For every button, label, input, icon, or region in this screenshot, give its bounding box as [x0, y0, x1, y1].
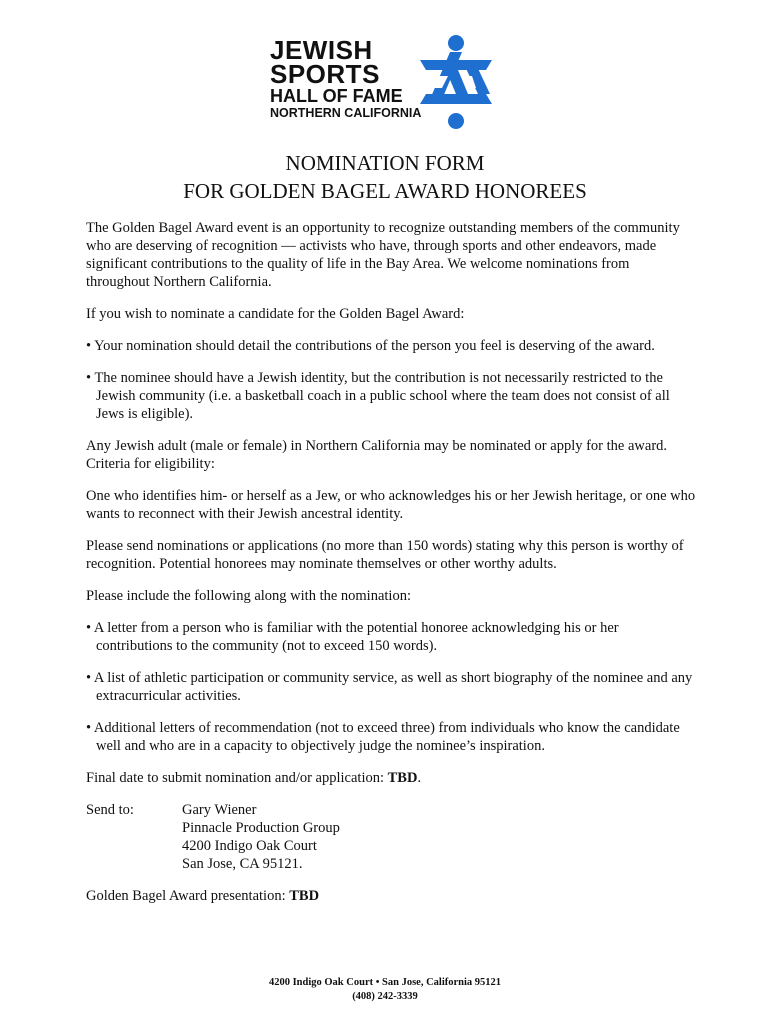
bullet-letter: • A letter from a person who is familiar with the potential honoree acknowledging his or her contributions to the community (not to exceed 150 words).	[86, 620, 619, 654]
include-line: Please include the following along with the nomination:	[86, 588, 411, 604]
bullet-athletic-list: • A list of athletic participation or community service, as well as short biography of the nominee and any extracurricular activities.	[86, 670, 693, 704]
form-title-line-2: FOR GOLDEN BAGEL AWARD HONOREES	[183, 179, 587, 203]
intro-paragraph: The Golden Bagel Award event is an opportunity to recognize outstanding members of the community who are deserving of recognition — activists who have, through sports and other endeavors, made significant contributions to the quality of life in the Bay Area. We welcome nominations from throughout Northern California.	[86, 220, 680, 290]
jewish-sports-hall-of-fame-logo	[270, 35, 510, 130]
presentation-line	[86, 887, 696, 905]
address-street: 4200 Indigo Oak Court	[182, 838, 317, 854]
footer-phone: (408) 242-3339	[352, 991, 418, 1002]
wish-line: If you wish to nominate a candidate for the Golden Bagel Award:	[86, 306, 465, 322]
logo-line-2: SPORTS	[270, 59, 380, 89]
logo-wordmark	[270, 35, 422, 121]
identity-paragraph: One who identifies him- or herself as a Jew, or who acknowledges his or her Jewish heritage, or one who wants to reconnect with their Jewish ancestral identity.	[86, 488, 696, 522]
logo-line-1: JEWISH	[270, 35, 373, 65]
final-date-suffix: .	[417, 770, 422, 786]
presentation-label: Golden Bagel Award presentation:	[86, 888, 290, 904]
star-of-david-runner-icon	[410, 34, 502, 130]
footer	[0, 976, 770, 1004]
bullet-recommendations: • Additional letters of recommendation (not to exceed three) from individuals who know the candidate well and who are in a capacity to objectively judge the nominee’s inspiration.	[86, 720, 680, 754]
send-to-block	[86, 801, 696, 873]
form-body	[86, 219, 696, 905]
address-city: San Jose, CA 95121.	[182, 856, 303, 872]
final-date-label: Final date to submit nomination and/or application:	[86, 770, 388, 786]
bullet-detail-contributions: • Your nomination should detail the contributions of the person you feel is deserving of the award.	[86, 338, 655, 354]
form-title-line-1: NOMINATION FORM	[285, 151, 485, 175]
logo-line-3: HALL OF FAME	[270, 86, 403, 106]
final-date-line	[86, 769, 696, 787]
send-to-address	[182, 801, 340, 873]
footer-address: 4200 Indigo Oak Court • San Jose, California 95121	[268, 977, 502, 988]
address-name: Gary Wiener	[182, 802, 257, 818]
logo-line-4: NORTHERN CALIFORNIA	[270, 106, 422, 120]
eligibility-paragraph: Any Jewish adult (male or female) in Northern California may be nominated or apply for the award. Criteria for eligibility:	[86, 438, 668, 472]
address-company: Pinnacle Production Group	[182, 820, 340, 836]
send-nominations-paragraph: Please send nominations or applications (no more than 150 words) stating why this person is worthy of recognition. Potential honorees may nominate themselves or other worthy adults.	[86, 538, 684, 572]
send-to-label: Send to:	[86, 802, 134, 818]
presentation-value: TBD	[289, 888, 320, 904]
final-date-value: TBD	[387, 770, 418, 786]
bullet-jewish-identity: • The nominee should have a Jewish identity, but the contribution is not necessarily restricted to the Jewish community (i.e. a basketball coach in a public school where the team does not consist of all Jews is eligible).	[86, 370, 670, 422]
